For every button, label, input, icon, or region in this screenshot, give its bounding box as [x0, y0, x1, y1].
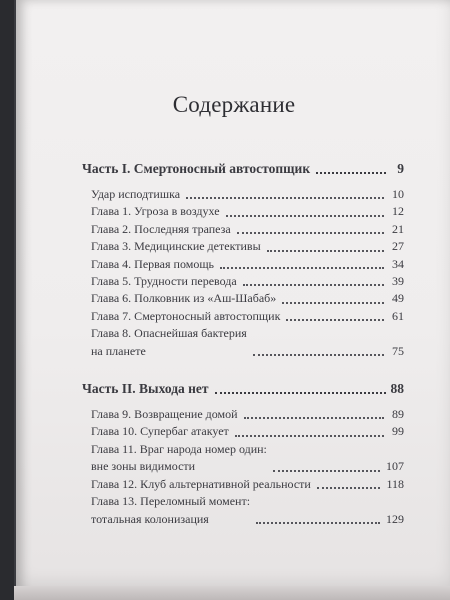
dot-leader [220, 267, 384, 269]
toc-entry [91, 203, 404, 220]
toc-entry [91, 273, 404, 290]
entry-title-line-2: тотальная колонизация [91, 511, 209, 526]
part-1-title: Часть I. Смертоносный автостопщик [82, 161, 311, 176]
dot-leader [186, 197, 384, 199]
dot-leader [316, 172, 386, 174]
entry-title [91, 325, 247, 360]
toc-entry [91, 308, 404, 325]
entry-page: 118 [386, 476, 404, 491]
dot-leader [317, 487, 381, 489]
entry-page: 10 [392, 187, 404, 201]
entry-page: 99 [392, 424, 404, 439]
entry-page: 27 [392, 239, 404, 254]
toc-entry [91, 493, 404, 528]
entry-title: Глава 5. Трудности перевода [91, 274, 237, 289]
toc-entry [91, 238, 404, 255]
entry-title-line-1: Глава 11. Враг народа номер один: [91, 441, 267, 456]
page-bottom-edge [14, 586, 450, 600]
entry-title: Глава 2. Последняя трапеза [91, 221, 231, 236]
dot-leader [282, 302, 384, 304]
entry-page: 49 [392, 291, 404, 306]
dot-leader [267, 250, 384, 252]
entry-page: 21 [392, 221, 404, 236]
part-2-entries [91, 406, 404, 528]
toc-entry [91, 256, 404, 273]
entry-title [91, 441, 267, 476]
entry-title-line-2: вне зоны видимости [91, 459, 196, 474]
dot-leader [235, 435, 384, 437]
entry-title: Удар исподтишка [91, 187, 181, 201]
toc-entry [91, 423, 404, 440]
toc-entry [91, 325, 404, 360]
entry-page: 12 [392, 204, 404, 219]
toc-entry [91, 221, 404, 238]
part-2-heading [82, 380, 404, 398]
page-title: Содержание [172, 92, 296, 117]
dot-leader [253, 354, 384, 356]
toc-entry [91, 290, 404, 307]
dot-leader [237, 232, 384, 234]
dot-leader [215, 392, 386, 394]
entry-title-line-1: Глава 13. Переломный момент: [91, 494, 251, 509]
toc-entry [91, 441, 404, 476]
toc-entry [91, 406, 404, 423]
table-of-contents [82, 160, 404, 528]
entry-title [91, 493, 250, 528]
entry-title: Глава 4. Первая помощь [91, 256, 215, 271]
part-1-page: 9 [397, 161, 404, 176]
entry-title: Глава 7. Смертоносный автостопщик [91, 308, 281, 323]
part-1-entries [91, 186, 404, 360]
entry-title-line-1: Глава 8. Опаснейшая бактерия [91, 326, 247, 341]
part-1-heading [82, 160, 404, 178]
entry-page: 34 [392, 256, 404, 271]
entry-title: Глава 10. Супербаг атакует [91, 424, 229, 439]
entry-title: Глава 3. Медицинские детективы [91, 239, 261, 254]
entry-page: 129 [386, 511, 404, 526]
entry-title: Глава 12. Клуб альтернативной реальности [91, 476, 311, 491]
entry-title-line-2: на планете [91, 343, 146, 358]
entry-title: Глава 1. Угроза в воздухе [91, 204, 220, 219]
entry-page: 39 [392, 274, 404, 289]
dot-leader [256, 522, 380, 524]
part-2-page: 88 [390, 381, 404, 397]
dot-leader [243, 284, 384, 286]
dot-leader [226, 215, 384, 217]
entry-page: 75 [392, 343, 404, 358]
dot-leader [244, 417, 384, 419]
book-page [14, 0, 450, 596]
toc-entry [91, 186, 404, 203]
part-2-title: Часть II. Выхода нет [82, 381, 209, 397]
entry-page: 61 [392, 308, 404, 323]
entry-title: Глава 9. Возвращение домой [91, 407, 238, 422]
entry-page: 107 [386, 459, 404, 474]
dot-leader [286, 319, 384, 321]
toc-entry [91, 476, 404, 493]
dot-leader [273, 470, 380, 472]
entry-page: 89 [392, 407, 404, 422]
entry-title: Глава 6. Полковник из «Аш-Шабаб» [91, 291, 277, 306]
